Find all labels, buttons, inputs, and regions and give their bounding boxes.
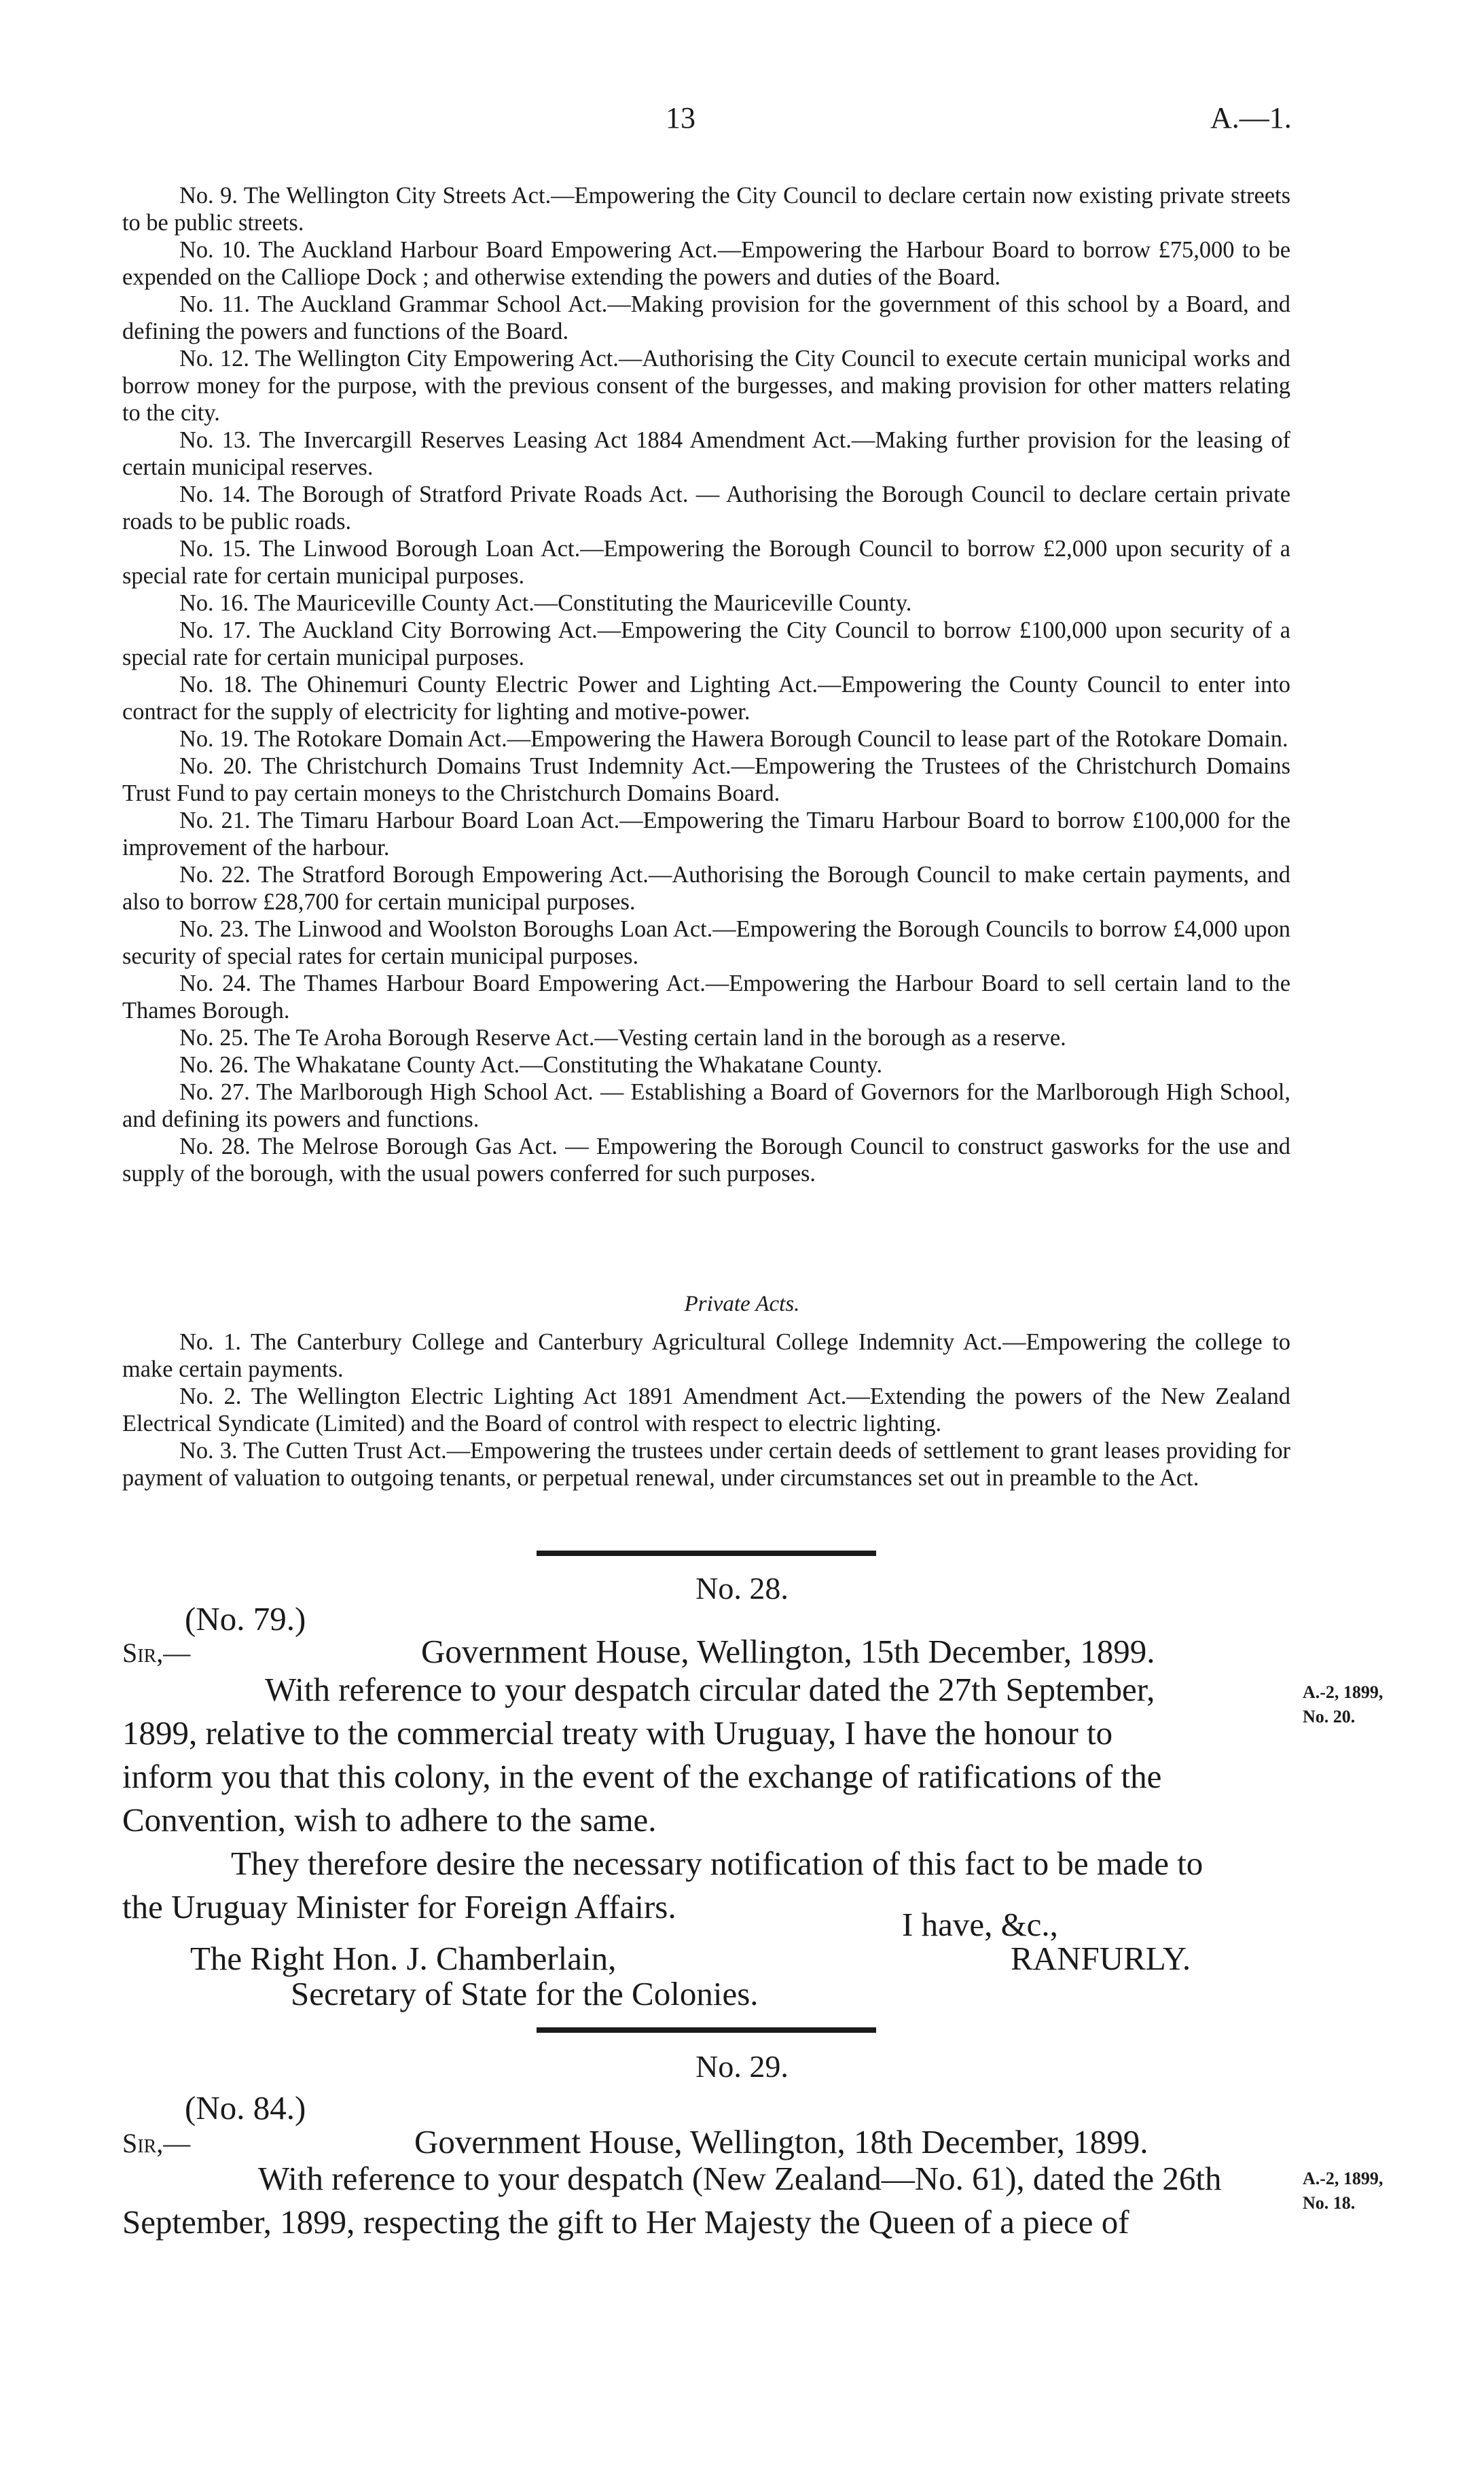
despatch-reference: (No. 79.) — [185, 1600, 306, 1637]
act-item: No. 9. The Wellington City Streets Act.—Empowering the City Council to declare certain now existing private streets to be public streets. — [122, 183, 1290, 236]
act-item: No. 26. The Whakatane County Act.—Constituting the Whakatane County. — [179, 1052, 883, 1078]
body-line: September, 1899, respecting the gift to Her Majesty the Queen of a piece of — [122, 2203, 1129, 2241]
despatch-reference: (No. 84.) — [185, 2089, 306, 2127]
body-line: They therefore desire the necessary notification of this fact to be made to — [231, 1845, 1204, 1882]
dateline: Government House, Wellington, 15th December, 1899. — [421, 1633, 1155, 1670]
addressee-title: Secretary of State for the Colonies. — [291, 1975, 759, 2012]
act-item: No. 25. The Te Aroha Borough Reserve Act.—Vesting certain land in the borough as a reserve. — [179, 1025, 1066, 1051]
section-divider — [537, 1551, 876, 1556]
act-item: No. 28. The Melrose Borough Gas Act. — Empowering the Borough Council to construct gasworks for the use and supply of the borough, with the usual powers conferred for such purposes. — [122, 1134, 1290, 1187]
act-item: No. 19. The Rotokare Domain Act.—Empowering the Hawera Borough Council to lease part of the Rotokare Domain. — [179, 726, 1288, 752]
despatch-number: No. 28. — [695, 1571, 789, 1606]
section-divider — [537, 2027, 876, 2033]
act-item: No. 12. The Wellington City Empowering Act.—Authorising the City Council to execute certain municipal works and borrow money for the purpose, with the previous consent of the burgesses, and making provision for other matters relating to the city. — [122, 346, 1290, 426]
margin-reference: A.-2, 1899, No. 18. — [1303, 2169, 1383, 2213]
series-reference: A.—1. — [1210, 101, 1292, 134]
act-item: No. 15. The Linwood Borough Loan Act.—Empowering the Borough Council to borrow £2,000 upon security of a special rate for certain municipal purposes. — [122, 536, 1290, 589]
acts-list — [122, 182, 1290, 1187]
body-line: the Uruguay Minister for Foreign Affairs. — [122, 1888, 676, 1925]
act-item: No. 24. The Thames Harbour Board Empowering Act.—Empowering the Harbour Board to sell certain land to the Thames Borough. — [122, 971, 1290, 1024]
addressee: The Right Hon. J. Chamberlain, — [190, 1940, 617, 1977]
page-number: 13 — [666, 101, 695, 134]
page-header — [0, 101, 1484, 141]
act-item: No. 21. The Timaru Harbour Board Loan Act.—Empowering the Timaru Harbour Board to borrow £100,000 for the improvement of the harbour. — [122, 808, 1291, 861]
body-line: With reference to your despatch circular dated the 27th September, — [265, 1671, 1155, 1708]
closing: I have, &c., — [902, 1906, 1058, 1943]
salutation: Sir,— — [122, 1637, 191, 1668]
act-item: No. 18. The Ohinemuri County Electric Power and Lighting Act.—Empowering the County Council to enter into contract for the supply of electricity for lighting and motive-power. — [122, 672, 1290, 725]
act-item: No. 22. The Stratford Borough Empowering Act.—Authorising the Borough Council to make certain payments, and also to borrow £28,700 for certain municipal purposes. — [122, 862, 1290, 915]
act-item: No. 16. The Mauriceville County Act.—Constituting the Mauriceville County. — [179, 590, 912, 616]
private-act-item: No. 2. The Wellington Electric Lighting Act 1891 Amendment Act.—Extending the powers of the New Zealand Electrical Syndicate (Limited) and the Board of control with respect to electric lighting. — [122, 1383, 1290, 1436]
private-act-item: No. 3. The Cutten Trust Act.—Empowering the trustees under certain deeds of settlement to grant leases providing for payment of valuation to outgoing tenants, or perpetual renewal, under circumstances set out in preamble to the Act. — [122, 1438, 1290, 1491]
private-act-item: No. 1. The Canterbury College and Canterbury Agricultural College Indemnity Act.—Empowering the college to make certain payments. — [122, 1329, 1291, 1382]
private-acts-heading: Private Acts. — [684, 1292, 800, 1316]
body-line: inform you that this colony, in the event of the exchange of ratifications of the — [122, 1758, 1162, 1795]
margin-reference: A.-2, 1899, No. 20. — [1303, 1682, 1383, 1726]
despatch-body — [122, 1668, 1297, 1929]
despatch-body — [122, 2157, 1297, 2244]
private-acts-list — [122, 1328, 1290, 1491]
act-item: No. 11. The Auckland Grammar School Act.—Making provision for the government of this school by a Board, and defining the powers and functions of the Board. — [122, 291, 1290, 344]
dateline: Government House, Wellington, 18th December, 1899. — [414, 2123, 1148, 2160]
act-item: No. 20. The Christchurch Domains Trust Indemnity Act.—Empowering the Trustees of the Christchurch Domains Trust Fund to pay certain moneys to the Christchurch Domains Board. — [122, 753, 1290, 806]
act-item: No. 10. The Auckland Harbour Board Empowering Act.—Empowering the Harbour Board to borrow £75,000 to be expended on the Calliope Dock ; and otherwise extending the powers and duties of the Board. — [122, 237, 1290, 290]
body-line: With reference to your despatch (New Zealand—No. 61), dated the 26th — [258, 2160, 1222, 2197]
signature: RANFURLY. — [1011, 1940, 1191, 1977]
act-item: No. 13. The Invercargill Reserves Leasing Act 1884 Amendment Act.—Making further provision for the leasing of certain municipal reserves. — [122, 427, 1291, 480]
act-item: No. 17. The Auckland City Borrowing Act.—Empowering the City Council to borrow £100,000 upon security of a special rate for certain municipal purposes. — [122, 617, 1290, 670]
despatch-number: No. 29. — [695, 2049, 789, 2084]
act-item: No. 14. The Borough of Stratford Private Roads Act. — Authorising the Borough Council to declare certain private roads to be public roads. — [122, 482, 1290, 535]
body-line: Convention, wish to adhere to the same. — [122, 1801, 657, 1839]
act-item: No. 27. The Marlborough High School Act. — Establishing a Board of Governors for the Marlborough High School, and defining its powers and functions. — [122, 1079, 1290, 1132]
body-line: 1899, relative to the commercial treaty with Uruguay, I have the honour to — [122, 1714, 1113, 1752]
salutation: Sir,— — [122, 2128, 191, 2158]
act-item: No. 23. The Linwood and Woolston Boroughs Loan Act.—Empowering the Borough Councils to borrow £4,000 upon security of special rates for certain municipal purposes. — [122, 916, 1291, 969]
